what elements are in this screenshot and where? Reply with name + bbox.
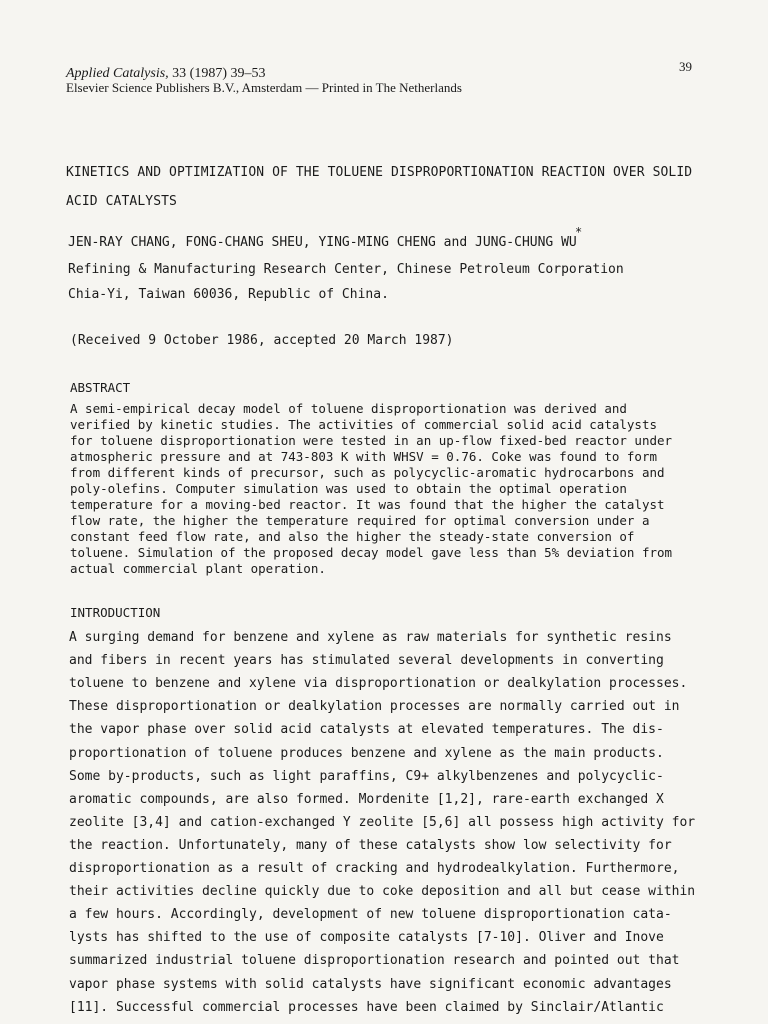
- introduction-line: These disproportionation or dealkylation processes are normally carried out in: [69, 699, 680, 715]
- abstract-line: toluene. Simulation of the proposed decay model gave less than 5% deviation from: [70, 545, 673, 560]
- abstract-line: for toluene disproportionation were tested in an up-flow fixed-bed reactor under: [70, 433, 673, 448]
- introduction-line: A surging demand for benzene and xylene as raw materials for synthetic resins: [69, 630, 672, 645]
- introduction-heading: INTRODUCTION: [70, 605, 161, 620]
- introduction-line: a few hours. Accordingly, development of new toluene disproportionation cata-: [69, 907, 672, 923]
- author-list: JEN-RAY CHANG, FONG-CHANG SHEU, YING-MING CHENG and JUNG-CHUNG WU: [68, 235, 577, 250]
- abstract-line: flow rate, the higher the temperature required for optimal conversion under a: [70, 513, 650, 528]
- paper-title-line-1: KINETICS AND OPTIMIZATION OF THE TOLUENE DISPROPORTIONATION REACTION OVER SOLID: [66, 165, 693, 180]
- introduction-line: their activities decline quickly due to coke deposition and all but cease within: [69, 884, 696, 900]
- abstract-line: temperature for a moving-bed reactor. It was found that the higher the catalyst: [70, 497, 665, 512]
- corresponding-author-mark: *: [575, 225, 583, 239]
- received-dates: (Received 9 October 1986, accepted 20 March 1987): [70, 333, 454, 348]
- introduction-line: lysts has shifted to the use of composite catalysts [7-10]. Oliver and Inove: [69, 930, 664, 946]
- introduction-line: vapor phase systems with solid catalysts have significant economic advantages: [69, 976, 672, 992]
- introduction-line: zeolite [3,4] and cation-exchanged Y zeolite [5,6] all possess high activity for: [69, 814, 696, 830]
- abstract-heading: ABSTRACT: [70, 380, 131, 395]
- introduction-line: aromatic compounds, are also formed. Mordenite [1,2], rare-earth exchanged X: [69, 791, 664, 807]
- introduction-line: summarized industrial toluene disproportionation research and pointed out that: [69, 953, 680, 969]
- abstract-line: verified by kinetic studies. The activities of commercial solid acid catalysts: [70, 417, 657, 432]
- page-number: 39: [679, 59, 692, 74]
- abstract-line: actual commercial plant operation.: [70, 561, 326, 576]
- affiliation-line-2: Chia-Yi, Taiwan 60036, Republic of China.: [68, 287, 389, 302]
- abstract-line: A semi-empirical decay model of toluene disproportionation was derived and: [70, 401, 627, 416]
- affiliation-line-1: Refining & Manufacturing Research Center, Chinese Petroleum Corporation: [68, 262, 624, 277]
- abstract-line: atmospheric pressure and at 743-803 K with WHSV = 0.76. Coke was found to form: [70, 449, 657, 464]
- introduction-line: toluene to benzene and xylene via disproportionation or dealkylation processes.: [69, 676, 688, 692]
- introduction-line: [11]. Successful commercial processes have been claimed by Sinclair/Atlantic: [69, 999, 664, 1015]
- introduction-line: disproportionation as a result of cracking and hydrodealkylation. Furthermore,: [69, 861, 680, 876]
- journal-name: Applied Catalysis,: [66, 66, 169, 81]
- journal-volume-pages: 33 (1987) 39–53: [168, 66, 266, 81]
- abstract-line: constant feed flow rate, and also the higher the steady-state conversion of: [70, 529, 635, 544]
- introduction-line: the reaction. Unfortunately, many of these catalysts show low selectivity for: [69, 837, 672, 853]
- introduction-line: proportionation of toluene produces benzene and xylene as the main products.: [69, 745, 664, 761]
- abstract-line: poly-olefins. Computer simulation was used to obtain the optimal operation: [70, 481, 627, 496]
- introduction-line: and fibers in recent years has stimulated several developments in converting: [69, 653, 664, 669]
- paper-title-line-2: ACID CATALYSTS: [66, 194, 177, 209]
- abstract-line: from different kinds of precursor, such as polycyclic-aromatic hydrocarbons and: [70, 465, 665, 480]
- publisher-line: Elsevier Science Publishers B.V., Amsterdam — Printed in The Netherlands: [66, 80, 462, 95]
- introduction-line: the vapor phase over solid acid catalysts at elevated temperatures. The dis-: [69, 722, 664, 738]
- introduction-line: Some by-products, such as light paraffins, C9+ alkylbenzenes and polycyclic-: [69, 768, 664, 784]
